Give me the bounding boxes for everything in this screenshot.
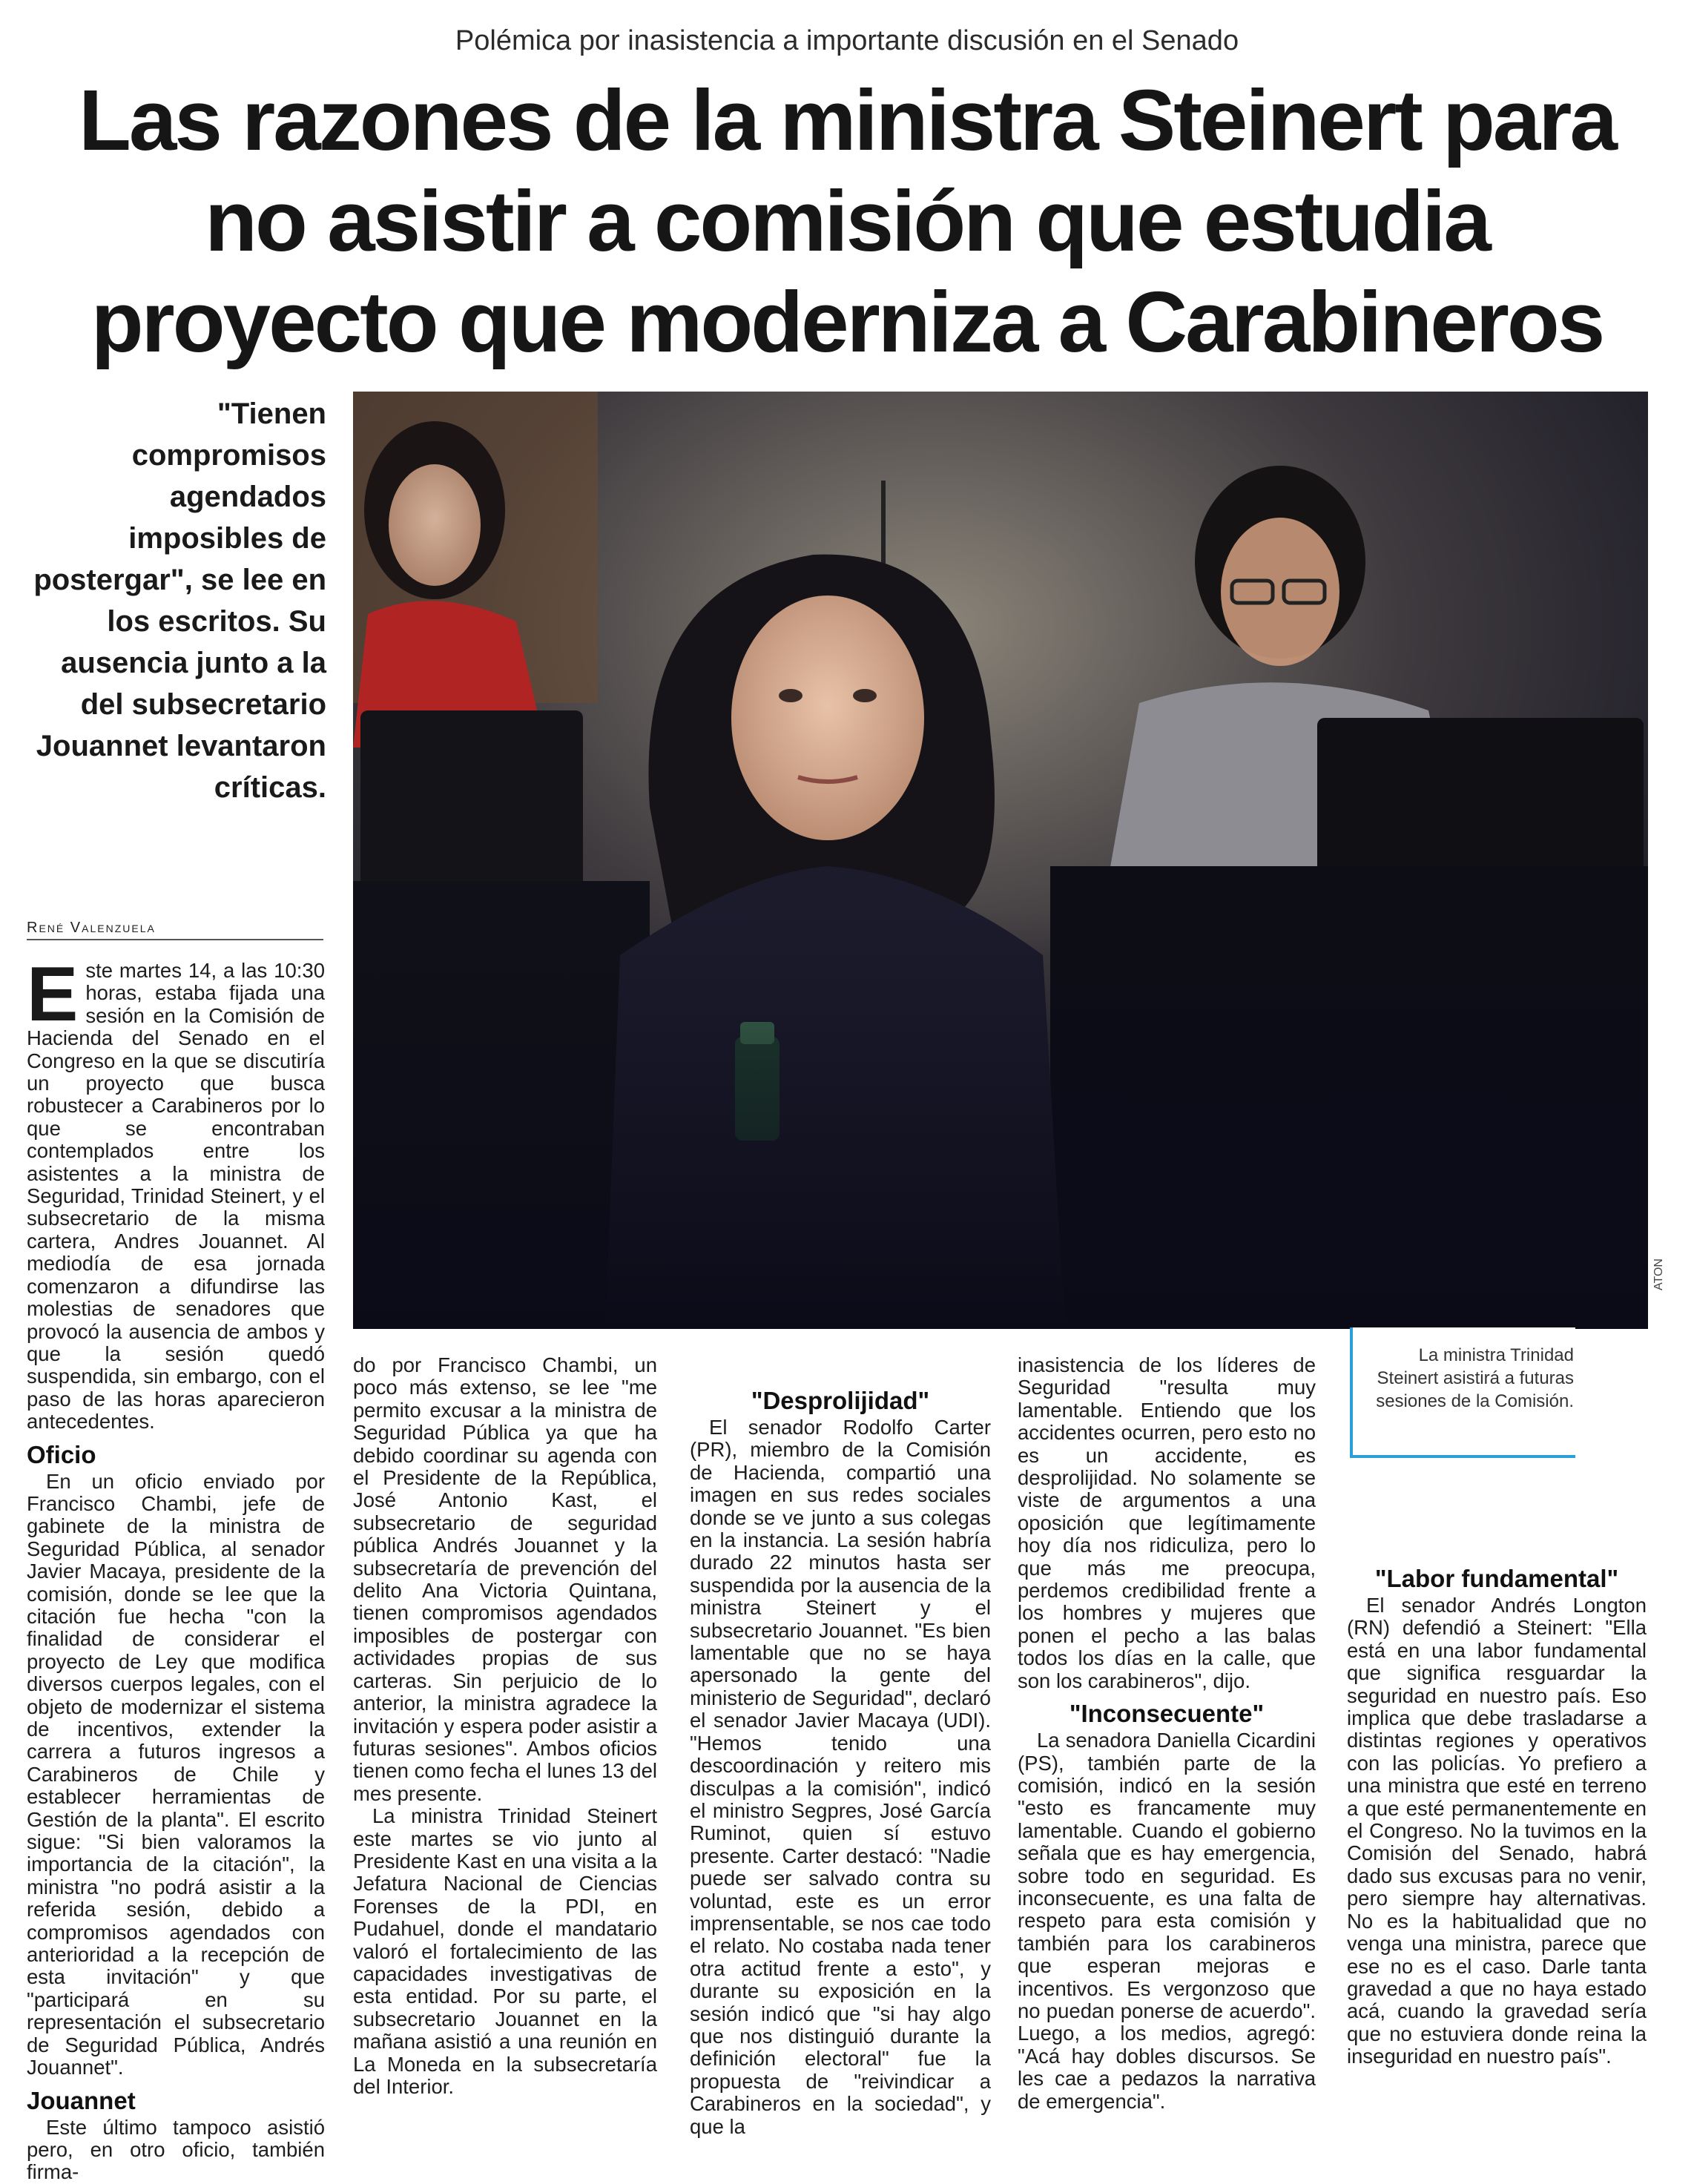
article-photo (353, 392, 1648, 1329)
desprolijidad-continuation: inasistencia de los líderes de Seguridad "resulta muy lamentable. Entiendo que los accidentes ocurren, pero esto no es un accidente, es desprolijidad. No solamente se viste de argumentos a una oposición que legítimamente hoy día nos ridiculiza, pero lo que más me preocupa, perdemos credibilidad frente a los hombres y mujeres que ponen el pecho a las balas todos los días en la calle, que son los carabineros", dijo. (1018, 1353, 1316, 1692)
byline: René Valenzuela (27, 920, 156, 936)
subhead-oficio: Oficio (27, 1440, 96, 1468)
subhead-desprolijidad: "Desprolijidad" (751, 1387, 930, 1414)
desprolijidad-paragraph: El senador Rodolfo Carter (PR), miembro de la Comisión de Hacienda, compartió una imagen en sus redes sociales donde se ve junto a sus colegas en la instancia. La sesión habría durado 22 minutos hasta ser suspendida por la ausencia de la ministra Steinert y el subsecretario Jouannet. "Es bien lamentable que no se haya apersonado la gente del ministerio de Seguridad", declaró el senador Javier Macaya (UDI). "Hemos tenido una descoordinación y reitero mis disculpas a la comisión", indicó el ministro Segpres, José García Ruminot, quien sí estuvo presente. Carter destacó: "Nadie puede ser salvado contra su voluntad, este es un error imprensentable, se nos cae todo el relato. No costaba nada tener otra actitud frente a esto", y durante su exposición en la sesión indicó que "si hay algo que nos distinguió durante la definición electoral" fue la propuesta de "reivindicar a Carabineros en la sociedad", y que la (690, 1416, 991, 2138)
subhead-jouannet: Jouannet (27, 2086, 136, 2114)
lead-quote: "Tienen compromisos agendados imposibles de postergar", se lee en los escritos. Su ausencia junto a la del subsecretario Jouannet levantaron críticas. (33, 397, 326, 804)
oficio-continuation: do por Francisco Chambi, un poco más extenso, se lee "me permito excusar a la ministra de Seguridad Pública ya que ha debido coordinar su agenda con el Presidente de la República, José Antonio Kast, el subsecretario de seguridad pública Andrés Jouannet y la subsecretaría de prevención del delito Ana Victoria Quintana, tienen compromisos agendados imposibles de postergar con actividades propias de sus carteras. Sin perjuicio de lo anterior, la ministra agradece la invitación y espera poder asistir a futuras sesiones". Ambos oficios tienen como fecha el lunes 13 del mes presente. (353, 1353, 657, 1805)
inconsecuente-paragraph: La senadora Daniella Cicardini (PS), también parte de la comisión, indicó en la sesión "esto es francamente muy lamentable. Cuando el gobierno señala que es hay emergencia, sobre todo en seguridad. Es inconsecuente, es una falta de respeto para esta comisión y también para los carabineros que esperan mejoras e incentivos. Es vergonzoso que no puedan ponerse de acuerdo". Luego, a los medios, agregó: "Acá hay dobles discursos. Se les cae a pedazos la narrativa de emergencia". (1018, 1729, 1316, 2113)
kicker: Polémica por inasistencia a importante discusión en el Senado (455, 25, 1239, 56)
article-column-5 (1347, 1557, 1647, 2068)
drop-cap: E (27, 951, 79, 1037)
subhead-inconsecuente: "Inconsecuente" (1069, 1700, 1265, 1728)
article-column-1 (27, 951, 325, 2184)
article-column-2 (353, 1354, 657, 2098)
article-column-4 (1018, 1354, 1316, 2113)
photo-illustration (353, 392, 1648, 1329)
photo-caption: La ministra Trinidad Steinert asistirá a futuras sesiones de la Comisión. (1376, 1345, 1574, 1411)
byline-rule (27, 939, 323, 940)
intro-paragraph (27, 951, 325, 1434)
article-column-3 (690, 1379, 991, 2138)
headline: Las razones de la ministra Steinert para no asistir a comisión que estudia proyecto que moderniza a Carabineros (79, 72, 1615, 370)
oficio-paragraph: En un oficio enviado por Francisco Chambi, jefe de gabinete de la ministra de Seguridad Pública, al senador Javier Macaya, presidente de la comisión, donde se lee que la citación fue hecha "con la finalidad de considerar el proyecto de Ley que modifica diversos cuerpos legales, con el objeto de modernizar el sistema de incentivos, extender la carrera a futuros ingresos a Carabineros de Chile y establecer herramientas de Gestión de la planta". El escrito sigue: "Si bien valoramos la importancia de la citación", la ministra "no podrá asistir a la referida sesión, debido a compromisos agendados con anterioridad a la recepción de esta invitación" y que "participará en su representación el subsecretario de Seguridad Pública, Andrés Jouannet". (27, 1469, 325, 2079)
steinert-paragraph: La ministra Trinidad Steinert este martes se vio junto al Presidente Kast en una visita a la Jefatura Nacional de Ciencias Forenses de la PDI, en Pudahuel, donde el mandatario valoró el fortalecimiento de las capacidades investigativas de esta entidad. Por su parte, el subsecretario Jouannet en la mañana asistió a una reunión en La Moneda en la subsecretaría del Interior. (353, 1804, 657, 2098)
subhead-labor-fundamental: "Labor fundamental" (1374, 1565, 1619, 1592)
photo-credit: ATON (1652, 1258, 1665, 1290)
labor-paragraph: El senador Andrés Longton (RN) defendió a Steinert: "Ella está en una labor fundamental que significa resguardar la seguridad en nuestro país. Eso implica que debe trasladarse a distintas regiones y operativos con las policías. Yo prefiero a una ministra que esté en terreno a que esté permanentemente en el Congreso. No la tuvimos en la Comisión del Senado, habrá dado sus excusas para no venir, pero siempre hay alternativas. No es la habitualidad que no venga una ministra, parece que ese no es el caso. Darle tanta gravedad a que no haya estado acá, cuando la gravedad sería que no estuviera donde reina la inseguridad en nuestro país". (1347, 1594, 1647, 2068)
intro-text: ste martes 14, a las 10:30 horas, estaba fijada una sesión en la Comisión de Hacienda del Senado en el Congreso en la que se discutiría un proyecto que busca robustecer a Carabineros por lo que se encontraban contemplados entre los asistentes a la ministra de Seguridad, Trinidad Steinert, y el subsecretario de la misma cartera, Andres Jouannet. Al mediodía de esa jornada comenzaron a difundirse las molestias de senadores que provocó la ausencia de ambos y que la sesión quedó suspendida, sin embargo, con el paso de las horas aparecieron antecedentes. (27, 959, 325, 1434)
jouannet-paragraph: Este último tampoco asistió pero, en otro oficio, también firma- (27, 2115, 325, 2184)
